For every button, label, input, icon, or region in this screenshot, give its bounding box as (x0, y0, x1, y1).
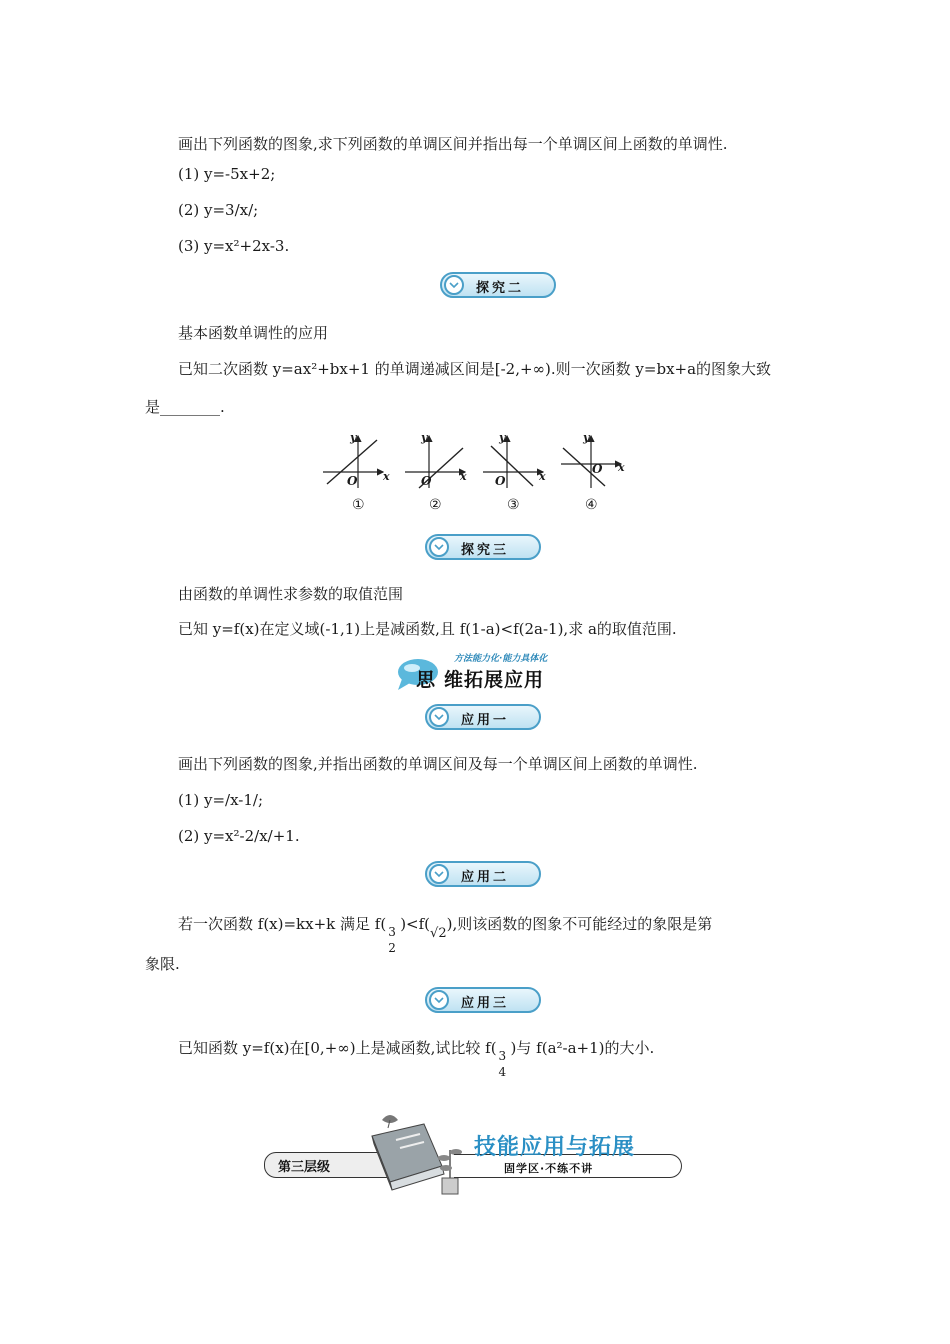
section2-title: 基本函数单调性的应用 (178, 324, 329, 342)
graph-3-origin: O (495, 474, 506, 488)
graph-4-x-label: x (618, 461, 625, 474)
banner-subtitle: 方法能力化·能力具体化 (454, 654, 548, 664)
section1-intro: 画出下列函数的图象,求下列函数的单调区间并指出每一个单调区间上函数的单调性. (178, 135, 728, 153)
graph-1-number: ① (352, 497, 365, 513)
app1-item-1: (1) y=/x-1/; (178, 791, 264, 809)
app3-text-b: )与 f(a²-a+1)的大小. (510, 1039, 655, 1057)
section1-item-2: (2) y=3/x/; (178, 201, 259, 219)
graph-1-y-label: y (350, 431, 357, 444)
section-banner (396, 651, 566, 691)
app2-text-b: )<f( (400, 915, 431, 933)
app2-sqrt: √2 (430, 926, 447, 941)
section2-question-line2: 是________. (145, 398, 225, 416)
badge-label: 应用二 (461, 870, 510, 885)
frac-denominator: 2 (388, 941, 396, 955)
frac-numerator: 3 (498, 1049, 507, 1063)
badge-explore-2 (440, 272, 556, 298)
badge-label: 探究二 (476, 281, 525, 296)
banner-title-rest: 维拓展应用 (444, 669, 545, 691)
section3-question: 已知 y=f(x)在定义域(-1,1)上是减函数,且 f(1-a)<f(2a-1),求 a的取值范围. (178, 620, 677, 638)
footer-banner (264, 1106, 684, 1196)
graph-2-y-label: y (421, 431, 428, 444)
app2-line1 (178, 913, 713, 955)
footer-level: 第三层级 (278, 1160, 331, 1175)
chevron-down-icon (429, 707, 449, 727)
graph-4-number: ④ (585, 497, 598, 513)
section2-question-line1: 已知二次函数 y=ax²+bx+1 的单调递减区间是[-2,+∞).则一次函数 y=bx+a的图象大致 (178, 360, 772, 378)
graph-1-origin: O (347, 474, 358, 488)
graph-4-y-label: y (583, 431, 590, 444)
chevron-down-icon (444, 275, 464, 295)
answer-graphs (323, 432, 653, 492)
section1-item-1: (1) y=-5x+2; (178, 165, 276, 183)
badge-app-3 (425, 987, 541, 1013)
chevron-down-icon (429, 990, 449, 1010)
badge-app-2 (425, 861, 541, 887)
graph-3-number: ③ (507, 497, 520, 513)
chevron-down-icon (429, 537, 449, 557)
graph-2-x-label: x (460, 470, 467, 483)
footer-title: 技能应用与拓展 (474, 1135, 636, 1160)
graph-4 (561, 436, 621, 488)
app3-text-a: 已知函数 y=f(x)在[0,+∞)上是减函数,试比较 f( (178, 1039, 497, 1057)
graph-3-x-label: x (539, 470, 546, 483)
graph-3-y-label: y (499, 431, 506, 444)
badge-app-1 (425, 704, 541, 730)
app2-text-a: 若一次函数 f(x)=kx+k 满足 f( (178, 915, 387, 933)
footer-subtitle: 固学区·不练不讲 (504, 1162, 594, 1175)
app2-line2: 象限. (145, 955, 180, 973)
graph-1-x-label: x (383, 470, 390, 483)
frac-denominator: 4 (498, 1065, 507, 1079)
graph-2-number: ② (429, 497, 442, 513)
chevron-down-icon (429, 864, 449, 884)
graph-4-origin: O (592, 462, 603, 476)
app1-item-2: (2) y=x²-2/x/+1. (178, 827, 300, 845)
graph-3 (483, 436, 543, 488)
badge-label: 探究三 (461, 543, 510, 558)
app2-text-c: ),则该函数的图象不可能经过的象限是第 (446, 915, 713, 933)
graph-2-origin: O (421, 474, 432, 488)
badge-explore-3 (425, 534, 541, 560)
banner-title-first: 思 (416, 669, 436, 691)
app1-intro: 画出下列函数的图象,并指出函数的单调区间及每一个单调区间上函数的单调性. (178, 755, 698, 773)
badge-label: 应用一 (461, 713, 510, 728)
section1-item-3: (3) y=x²+2x-3. (178, 237, 290, 255)
frac-numerator: 3 (388, 925, 396, 939)
section3-title: 由函数的单调性求参数的取值范围 (178, 585, 404, 603)
graph-2 (405, 436, 465, 488)
app3-line (178, 1037, 655, 1079)
badge-label: 应用三 (461, 996, 510, 1011)
